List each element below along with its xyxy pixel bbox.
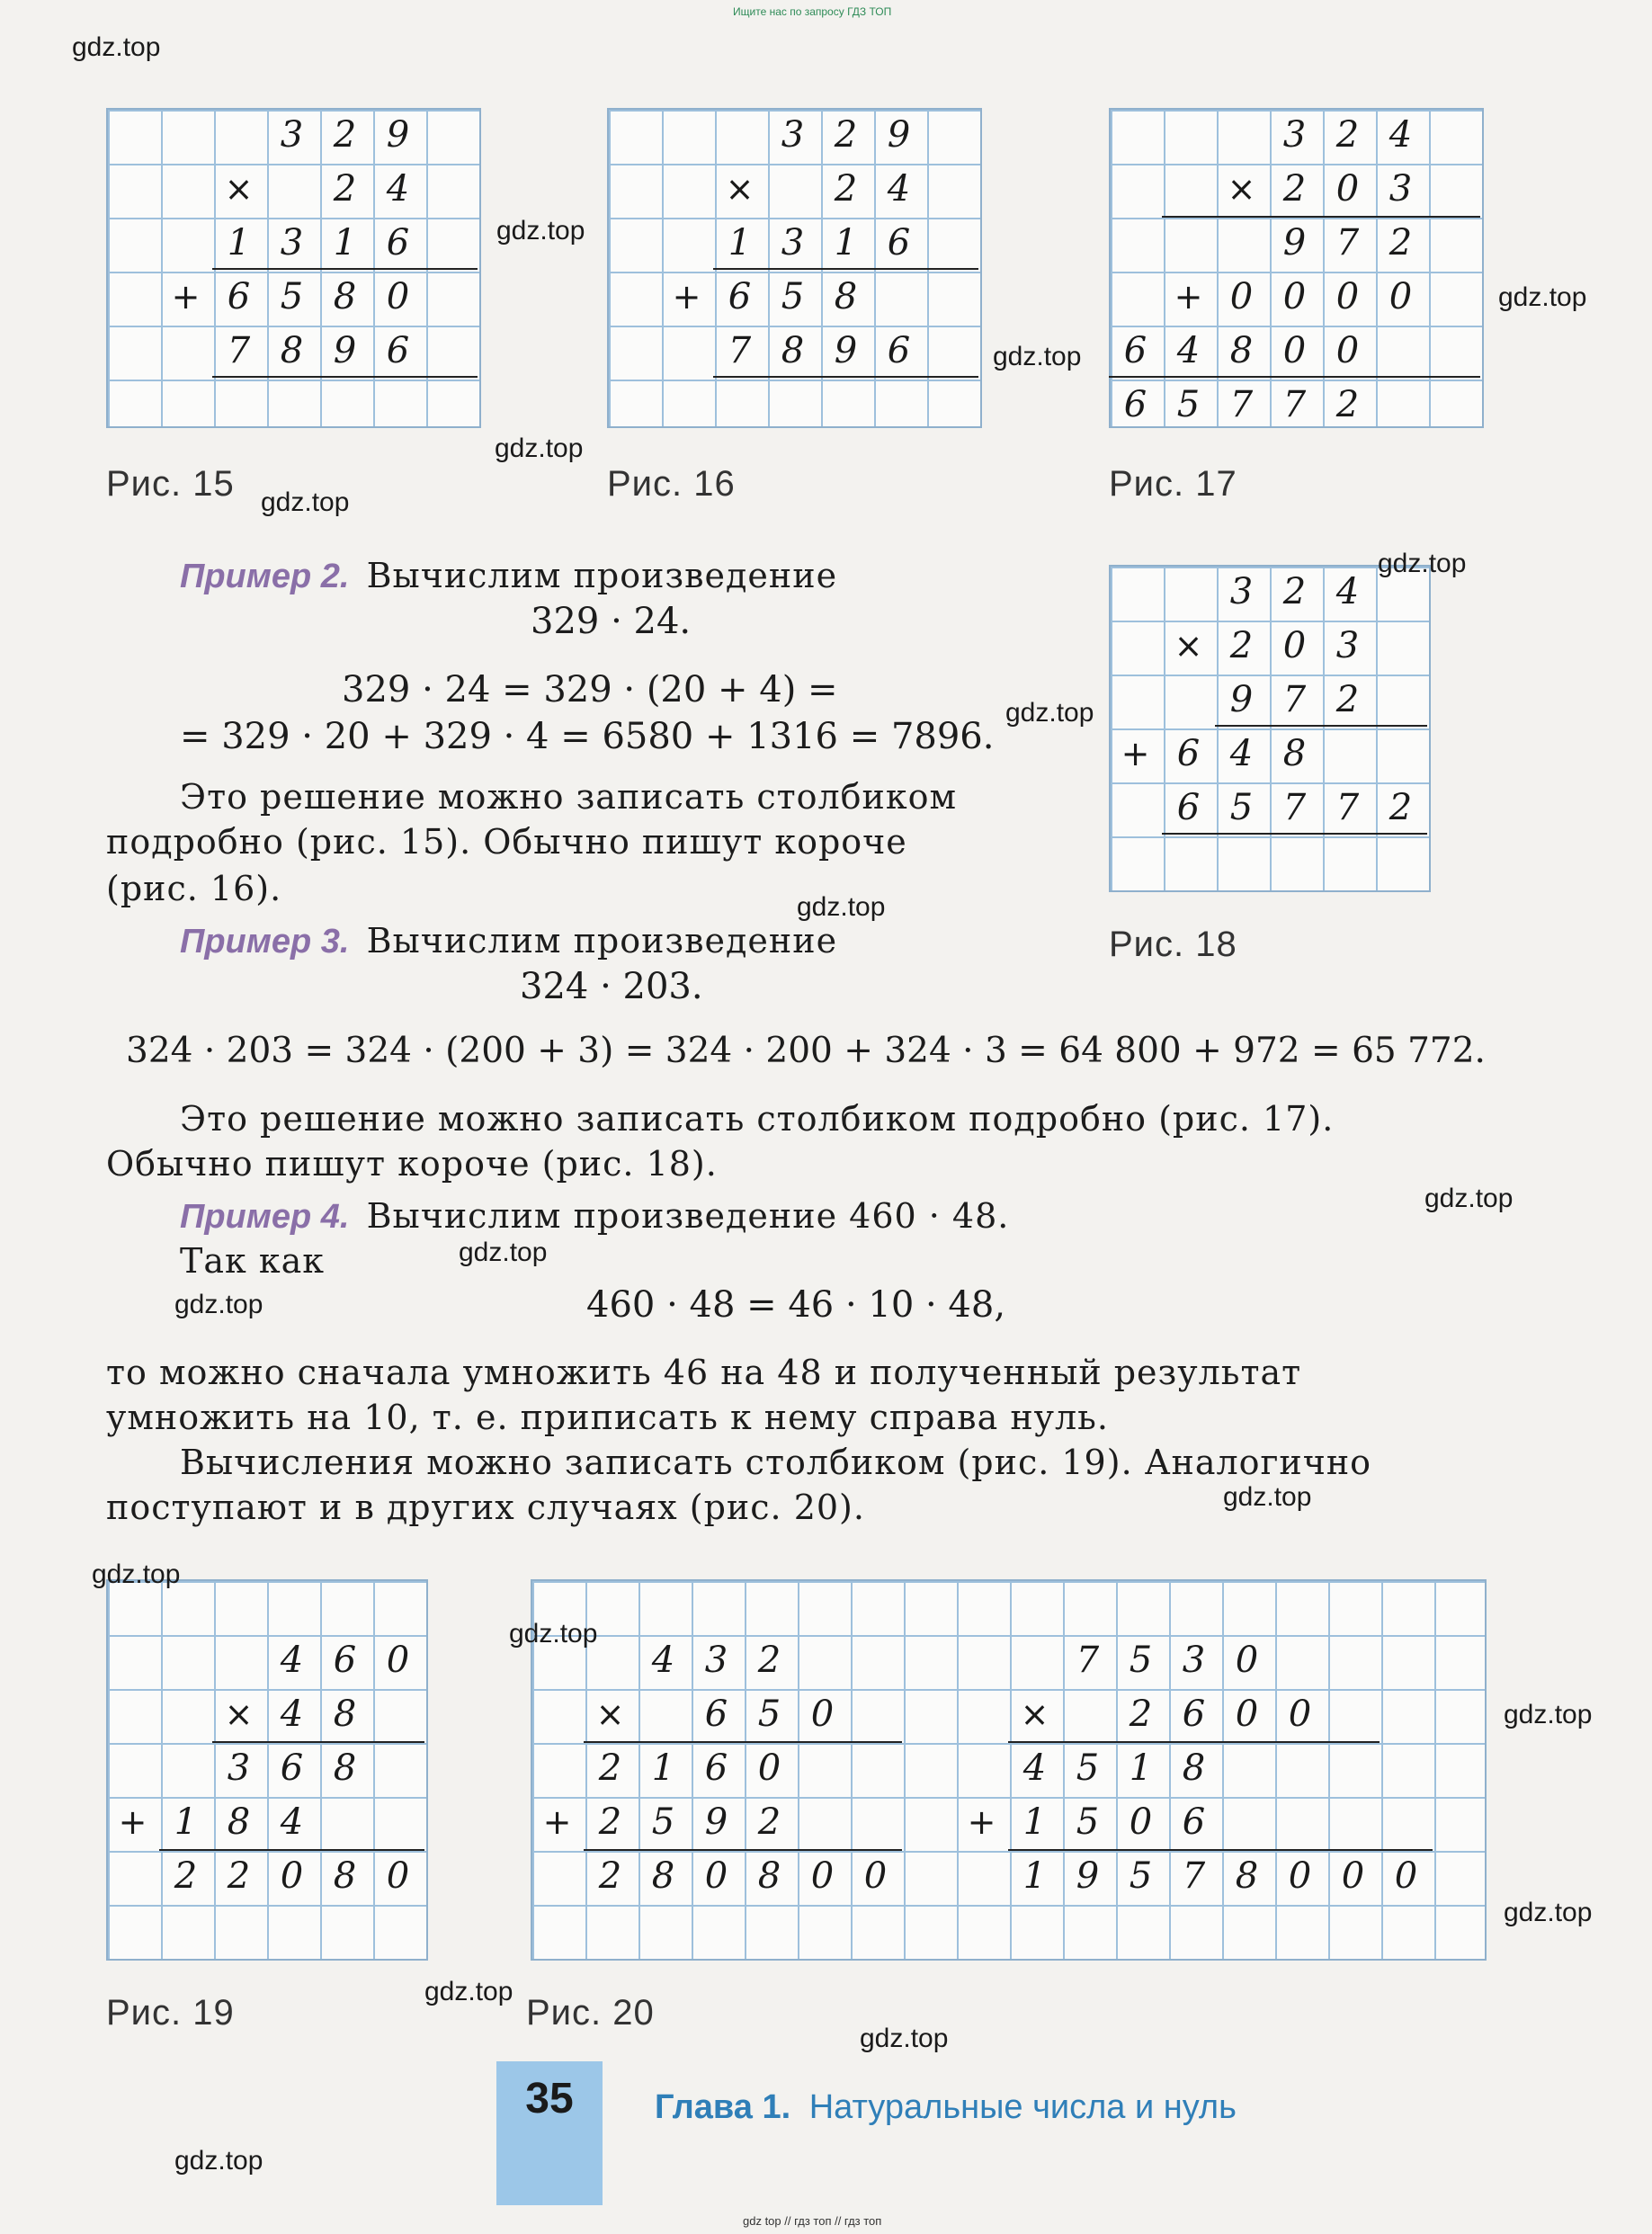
digit: 7 (1335, 222, 1360, 264)
digit: 9 (333, 330, 357, 371)
digit: 6 (887, 222, 911, 264)
watermark: gdz.top (1223, 1482, 1312, 1512)
digit: 3 (227, 1747, 251, 1789)
digit: 9 (386, 114, 410, 156)
watermark: gdz.top (1378, 549, 1467, 578)
top-note: Ищите нас по запросу ГДЗ ТОП (733, 5, 892, 18)
digit: 4 (887, 168, 911, 210)
example-4-paragraph-line-3: Вычисления можно записать столбиком (рис. 19). Аналогично (180, 1443, 1372, 1482)
digit: 3 (1335, 625, 1360, 666)
digit: 3 (1229, 571, 1254, 612)
digit: 4 (651, 1640, 675, 1681)
digit: 7 (728, 330, 752, 371)
digit: 6 (728, 276, 752, 317)
digit: 8 (333, 1747, 357, 1789)
digit: 2 (1389, 222, 1413, 264)
digit: 3 (781, 222, 805, 264)
digit: 1 (1022, 1855, 1047, 1897)
plus-sign: + (118, 1802, 147, 1842)
digit: 0 (1282, 625, 1307, 666)
digit: 8 (781, 330, 805, 371)
multiply-sign: × (1227, 169, 1256, 209)
digit: 1 (651, 1747, 675, 1789)
digit: 8 (651, 1855, 675, 1897)
watermark: gdz.top (459, 1238, 548, 1267)
example-4-paragraph-line-4: поступают и в других случаях (рис. 20). (106, 1488, 865, 1527)
digit: 0 (1394, 1855, 1418, 1897)
digit: 3 (280, 222, 304, 264)
digit: 8 (1182, 1747, 1206, 1789)
digit: 0 (1341, 1855, 1365, 1897)
chapter-name: Натуральные числа и нуль (808, 2088, 1237, 2126)
digit: 5 (757, 1693, 781, 1735)
digit: 5 (651, 1801, 675, 1843)
digit: 2 (598, 1855, 622, 1897)
watermark: gdz.top (1504, 1898, 1593, 1927)
digit: 4 (1229, 733, 1254, 774)
watermark: gdz.top (509, 1619, 598, 1649)
digit: 8 (333, 1693, 357, 1735)
digit: 2 (598, 1747, 622, 1789)
plus-sign: + (1121, 734, 1150, 773)
example-4-paragraph-line-1: то можно сначала умножить 46 на 48 и полученный результат (106, 1353, 1302, 1392)
digit: 5 (1076, 1747, 1100, 1789)
digit: 7 (1182, 1855, 1206, 1897)
multiply-sign: × (595, 1694, 625, 1734)
figure-19-caption: Рис. 19 (106, 1993, 235, 2033)
multiply-sign: × (1174, 626, 1203, 666)
example-4-label: Пример 4. (180, 1198, 350, 1236)
digit: 2 (1282, 168, 1307, 210)
digit: 6 (1176, 733, 1201, 774)
digit: 2 (757, 1640, 781, 1681)
digit: 7 (1282, 679, 1307, 720)
example-4-heading (180, 1196, 1009, 1237)
example-2-heading (180, 556, 837, 596)
digit: 4 (1389, 114, 1413, 156)
digit: 2 (598, 1801, 622, 1843)
plus-sign: + (672, 277, 701, 317)
digit: 5 (1129, 1640, 1153, 1681)
digit: 0 (1335, 168, 1360, 210)
digit: 3 (781, 114, 805, 156)
chapter-label: Глава 1. (655, 2088, 791, 2126)
digit: 6 (704, 1747, 728, 1789)
digit: 8 (757, 1855, 781, 1897)
digit: 0 (1282, 330, 1307, 371)
digit: 0 (386, 276, 410, 317)
digit: 5 (1076, 1801, 1100, 1843)
example-2-paragraph-line-1: Это решение можно записать столбиком (180, 777, 958, 817)
figure-16-line-2 (713, 376, 978, 378)
digit: 4 (280, 1801, 304, 1843)
plus-sign: + (967, 1802, 996, 1842)
digit: 8 (333, 276, 357, 317)
digit: 2 (757, 1801, 781, 1843)
multiply-sign: × (1020, 1694, 1049, 1734)
digit: 4 (1022, 1747, 1047, 1789)
digit: 6 (280, 1747, 304, 1789)
digit: 6 (1123, 384, 1147, 425)
digit: 6 (1182, 1801, 1206, 1843)
digit: 7 (227, 330, 251, 371)
digit: 2 (1389, 787, 1413, 828)
digit: 0 (1335, 330, 1360, 371)
digit: 9 (1076, 1855, 1100, 1897)
digit: 8 (834, 276, 858, 317)
digit: 2 (1282, 571, 1307, 612)
digit: 0 (1288, 1855, 1312, 1897)
watermark: gdz.top (993, 342, 1082, 371)
digit: 3 (1182, 1640, 1206, 1681)
example-3-expression: 324 · 203. (520, 966, 703, 1007)
example-3-heading (180, 921, 837, 961)
plus-sign: + (542, 1802, 572, 1842)
multiply-sign: × (224, 169, 254, 209)
digit: 2 (1335, 384, 1360, 425)
digit: 7 (1335, 787, 1360, 828)
example-3-title: Вычислим произведение (366, 921, 838, 961)
example-3-paragraph-line-1: Это решение можно записать столбиком подробно (рис. 17). (180, 1099, 1335, 1139)
digit: 4 (1335, 571, 1360, 612)
digit: 2 (174, 1855, 198, 1897)
digit: 9 (834, 330, 858, 371)
figure-20-right-line-2 (1008, 1849, 1433, 1851)
figure-18-line-2 (1162, 833, 1427, 835)
digit: 0 (1235, 1693, 1259, 1735)
multiply-sign: × (725, 169, 755, 209)
digit: 4 (386, 168, 410, 210)
watermark: gdz.top (860, 2024, 949, 2053)
digit: 0 (704, 1855, 728, 1897)
digit: 6 (1176, 787, 1201, 828)
figure-20-caption: Рис. 20 (526, 1993, 655, 2033)
figure-17-caption: Рис. 17 (1109, 464, 1237, 504)
digit: 2 (333, 114, 357, 156)
watermark: gdz.top (174, 1290, 263, 1319)
digit: 1 (1022, 1801, 1047, 1843)
watermark: gdz.top (1424, 1184, 1514, 1213)
example-4-expression: 460 · 48 = 46 · 10 · 48, (586, 1284, 1006, 1326)
figure-19-line-2 (159, 1849, 424, 1851)
digit: 9 (1229, 679, 1254, 720)
watermark: gdz.top (496, 216, 585, 246)
digit: 4 (280, 1640, 304, 1681)
figure-17-line-1 (1162, 216, 1480, 218)
watermark: gdz.top (261, 487, 350, 517)
digit: 0 (810, 1693, 835, 1735)
digit: 4 (1176, 330, 1201, 371)
digit: 0 (1282, 276, 1307, 317)
figure-19-line-1 (212, 1741, 424, 1743)
watermark: gdz.top (1504, 1700, 1593, 1729)
digit: 8 (227, 1801, 251, 1843)
digit: 1 (333, 222, 357, 264)
digit: 8 (333, 1855, 357, 1897)
watermark: gdz.top (495, 433, 584, 463)
example-2-calc-line-1: 329 · 24 = 329 · (20 + 4) = (342, 669, 838, 710)
digit: 7 (1076, 1640, 1100, 1681)
figure-18-caption: Рис. 18 (1109, 925, 1237, 964)
digit: 9 (704, 1801, 728, 1843)
digit: 3 (1282, 114, 1307, 156)
figure-20-left-line-1 (584, 1741, 902, 1743)
digit: 8 (1229, 330, 1254, 371)
figure-15-line-2 (212, 376, 478, 378)
digit: 1 (174, 1801, 198, 1843)
digit: 6 (333, 1640, 357, 1681)
watermark: gdz.top (92, 1559, 181, 1589)
digit: 1 (728, 222, 752, 264)
digit: 5 (1129, 1855, 1153, 1897)
example-2-paragraph-line-2: подробно (рис. 15). Обычно пишут короче (106, 822, 907, 862)
plus-sign: + (171, 277, 201, 317)
digit: 8 (280, 330, 304, 371)
digit: 5 (1176, 384, 1201, 425)
digit: 0 (280, 1855, 304, 1897)
digit: 2 (834, 114, 858, 156)
digit: 5 (280, 276, 304, 317)
digit: 0 (386, 1640, 410, 1681)
example-2-title: Вычислим произведение (366, 556, 838, 595)
figure-16-caption: Рис. 16 (607, 464, 736, 504)
digit: 0 (1229, 276, 1254, 317)
digit: 2 (1335, 679, 1360, 720)
digit: 8 (1282, 733, 1307, 774)
digit: 9 (887, 114, 911, 156)
figure-17-line-2 (1109, 376, 1480, 378)
digit: 3 (280, 114, 304, 156)
digit: 0 (386, 1855, 410, 1897)
digit: 0 (1235, 1640, 1259, 1681)
digit: 1 (1129, 1747, 1153, 1789)
watermark: gdz.top (424, 1977, 513, 2006)
digit: 7 (1229, 384, 1254, 425)
digit: 3 (1389, 168, 1413, 210)
example-2-expression: 329 · 24. (531, 601, 692, 642)
digit: 6 (1123, 330, 1147, 371)
bottom-note: gdz top // гдз топ // гдз топ (743, 2214, 882, 2228)
digit: 1 (227, 222, 251, 264)
example-2-label: Пример 2. (180, 558, 350, 595)
chapter-title (655, 2088, 1237, 2127)
figure-20-right-line-1 (1008, 1741, 1380, 1743)
example-2-calc-line-2: = 329 · 20 + 329 · 4 = 6580 + 1316 = 7896. (180, 716, 995, 757)
watermark: gdz.top (72, 32, 161, 62)
plus-sign: + (1174, 277, 1203, 317)
figure-15-line-1 (212, 268, 478, 270)
watermark: gdz.top (174, 2146, 263, 2176)
figure-18-line-1 (1215, 725, 1427, 727)
digit: 5 (1229, 787, 1254, 828)
digit: 7 (1282, 384, 1307, 425)
page-number: 35 (525, 2075, 574, 2122)
digit: 2 (1129, 1693, 1153, 1735)
example-4-title: Вычислим произведение 460 · 48. (366, 1196, 1010, 1236)
digit: 0 (1389, 276, 1413, 317)
digit: 7 (1282, 787, 1307, 828)
digit: 2 (227, 1855, 251, 1897)
digit: 6 (227, 276, 251, 317)
digit: 0 (1129, 1801, 1153, 1843)
digit: 6 (386, 330, 410, 371)
digit: 2 (1229, 625, 1254, 666)
example-2-paragraph-line-3: (рис. 16). (106, 869, 282, 908)
digit: 8 (1235, 1855, 1259, 1897)
digit: 5 (781, 276, 805, 317)
digit: 6 (704, 1693, 728, 1735)
example-3-calc: 324 · 203 = 324 · (200 + 3) = 324 · 200 + 324 · 3 = 64 800 + 972 = 65 772. (126, 1031, 1486, 1071)
figure-20-left-line-2 (584, 1849, 902, 1851)
watermark: gdz.top (797, 892, 886, 922)
digit: 4 (280, 1693, 304, 1735)
digit: 6 (386, 222, 410, 264)
digit: 2 (1335, 114, 1360, 156)
digit: 2 (834, 168, 858, 210)
figure-16-line-1 (713, 268, 978, 270)
example-4-paragraph-line-2: умножить на 10, т. е. приписать к нему справа нуль. (106, 1398, 1109, 1437)
multiply-sign: × (224, 1694, 254, 1734)
digit: 0 (810, 1855, 835, 1897)
watermark: gdz.top (1005, 698, 1094, 728)
example-3-label: Пример 3. (180, 923, 350, 961)
digit: 3 (704, 1640, 728, 1681)
digit: 6 (1182, 1693, 1206, 1735)
digit: 1 (834, 222, 858, 264)
digit: 0 (863, 1855, 888, 1897)
digit: 9 (1282, 222, 1307, 264)
watermark: gdz.top (1498, 282, 1587, 312)
digit: 0 (1335, 276, 1360, 317)
example-4-since: Так как (180, 1241, 325, 1281)
digit: 0 (757, 1747, 781, 1789)
example-3-paragraph-line-2: Обычно пишут короче (рис. 18). (106, 1144, 718, 1184)
figure-15-caption: Рис. 15 (106, 464, 235, 504)
digit: 0 (1288, 1693, 1312, 1735)
digit: 2 (333, 168, 357, 210)
digit: 6 (887, 330, 911, 371)
